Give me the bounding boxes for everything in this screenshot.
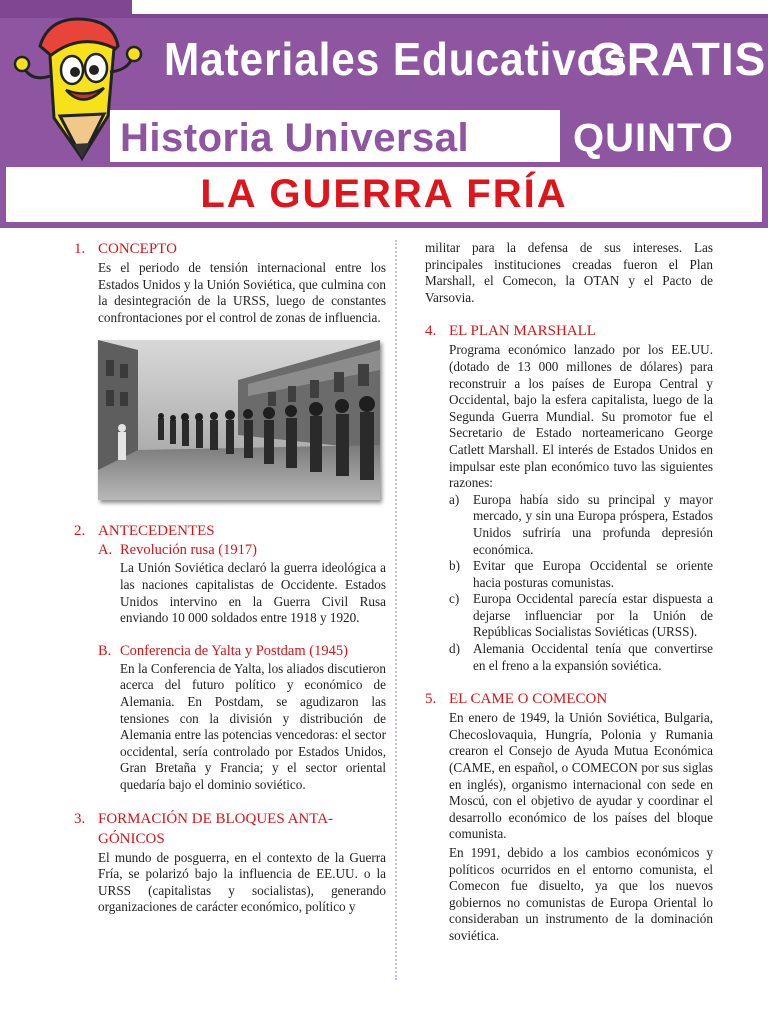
section-heading-bloques-line2: GÓNICOS [98, 830, 165, 847]
list-mark: a) [449, 491, 460, 507]
list-mark: b) [449, 558, 460, 574]
list-item [449, 641, 713, 674]
reasons-list [425, 492, 713, 675]
section-heading-comecon [425, 690, 713, 708]
subsection-title: Revolución rusa (1917) [120, 542, 257, 559]
section-title: ANTECEDENTES [98, 523, 215, 540]
list-mark: c) [449, 591, 460, 607]
section-body-bloques: El mundo de posguerra, en el contexto de la Guerra Fría, se polarizó bajo la influencia de EE.UU. o la URSS (capitalistas y socialistas), generando organizaciones de carácter económico, político y [98, 849, 386, 915]
subsection-heading-revolucion-rusa [74, 542, 386, 559]
list-item-text: Evitar que Europa Occidental se oriente hacia posturas comunistas. [473, 558, 713, 590]
section-heading-antecedentes [74, 522, 386, 540]
grade-label: QUINTO [573, 116, 734, 160]
list-item-text: Europa Occidental parecía estar dispuesta a dejarse influenciar por la Unión de Repúblicas Socialistas Soviéticas (URSS). [473, 591, 713, 640]
section-body-comecon-p2: En 1991, debido a los cambios económicos y políticos ocurridos en el entorno comunista, el Comecon fue disuelto, ya que los nuevos gobiernos no comunistas de Europa Oriental lo consideraban un instrumento de la dominación soviética. [449, 845, 713, 943]
section-number: 2. [74, 523, 86, 540]
marching-soldiers-photo-icon [98, 340, 380, 500]
list-item [449, 492, 713, 558]
section-title: EL PLAN MARSHALL [449, 323, 596, 340]
section-title: CONCEPTO [98, 241, 177, 257]
section-number: 5. [425, 691, 437, 708]
section-heading-concepto [74, 240, 386, 258]
list-item [449, 558, 713, 591]
header-top-white-strip [132, 0, 768, 14]
column-divider [395, 240, 397, 980]
page-title: LA GUERRA FRÍA [200, 172, 568, 216]
section-body-plan-marshall: Programa económico lanzado por los EE.UU. (dotado de 13 000 millones de dólares) para reconstruir a los países de Europa Central y Occidental, bajo la esfera capitalista, luego de la Segunda Guerra Mundial. Su promotor fue el Secretario de Estado norteamericano George Catlett Marshall. El interés de Estados Unidos en impulsar este plan económico tuvo las siguientes razones: [449, 342, 713, 491]
subsection-body-yalta-postdam: En la Conferencia de Yalta, los aliados discutieron acerca del futuro político y económico de Alemania. En Postdam, se agudizaron las tensiones con la división y distribución de Alemania entre las potencias vencedoras: el sector occidental, sería controlado por Estados Unidos, Gran Bretaña y Francia; y el sector oriental quedaría bajo el dominio soviético. [120, 660, 386, 792]
subsection-heading-yalta-postdam [74, 643, 386, 660]
section-number: 3. [74, 810, 86, 827]
section-body-bloques-continued: militar para la defensa de sus intereses. Las principales instituciones creadas fueron el Plan Marshall, el Comecon, la OTAN y el Pacto de Varsovia. [425, 240, 713, 305]
subsection-body-revolucion-rusa: La Unión Soviética declaró la guerra ideológica a las naciones capitalistas de Occidente. Estados Unidos intervino en la Guerra Civil Rusa enviando 10 000 soldados entre 1918 y 1920. [120, 560, 386, 626]
subsection-mark: B. [98, 642, 112, 659]
list-item-text: Alemania Occidental tenía que convertirse en el freno a la expansión soviética. [473, 641, 713, 673]
section-heading-bloques [74, 810, 386, 828]
section-title: EL CAME O COMECON [449, 691, 608, 708]
list-item-text: Europa había sido su principal y mayor mercado, y sin una Europa próspera, Estados Unidos sufriría una profunda depresión económica. [473, 491, 713, 557]
brand-title: Materiales Educativos [164, 33, 628, 85]
section-number: 1. [74, 241, 86, 257]
section-title-line1: FORMACIÓN DE BLOQUES ANTA- [98, 810, 334, 827]
section-body-concepto: Es el periodo de tensión internacional entre los Estados Unidos y la Unión Soviética, que culmina con la desintegración de la URSS, luego de constantes confrontaciones por el control de zonas de influencia. [98, 260, 386, 325]
list-mark: d) [449, 641, 460, 657]
gratis-badge: GRATIS [590, 33, 767, 85]
left-column [74, 240, 386, 916]
section-number: 4. [425, 323, 437, 340]
list-item [449, 591, 713, 641]
subsection-mark: A. [98, 542, 113, 559]
historical-photo [98, 340, 380, 500]
right-column [425, 240, 713, 945]
subject-label: Historia Universal [120, 116, 470, 160]
page-header [0, 0, 768, 228]
section-body-comecon-p1: En enero de 1949, la Unión Soviética, Bulgaria, Checoslovaquia, Hungría, Polonia y Rumania crearon el Consejo de Ayuda Mutua Económica (CAME, en español, o COMECON por sus siglas en inglés), organismo internacional con sede en Moscú, con el objetivo de ayudar y coordinar el desarrollo económico de los países del bloque comunista. [449, 710, 713, 842]
title-box [6, 167, 762, 222]
section-heading-plan-marshall [425, 322, 713, 340]
subsection-title: Conferencia de Yalta y Postdam (1945) [120, 642, 348, 659]
